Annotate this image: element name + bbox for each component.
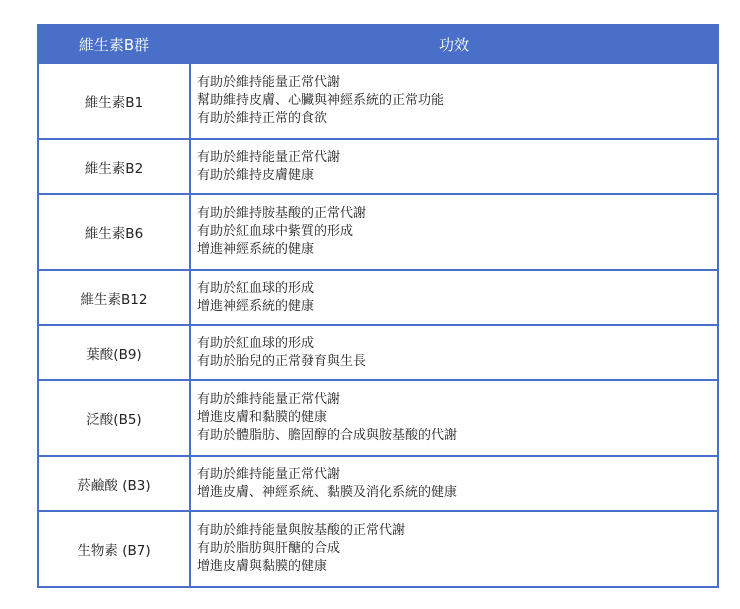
- vitamin-b-table: [37, 24, 719, 588]
- table-row: [38, 380, 718, 456]
- effect-line: 有助於體脂肪、膽固醇的合成與胺基酸的代謝: [197, 428, 458, 443]
- effect-line: 增進皮膚、神經系統、黏膜及消化系統的健康: [197, 484, 458, 500]
- table-row: [38, 511, 718, 587]
- effect-line: 有助於維持能量正常代謝: [197, 466, 341, 482]
- table-row: [38, 139, 718, 194]
- effect-line: 增進神經系統的健康: [197, 242, 315, 257]
- vitamin-name: 維生素B6: [38, 194, 190, 270]
- header-vitamin-b-complex: 維生素B群: [38, 25, 190, 63]
- effect-line: 增進皮膚和黏膜的健康: [197, 410, 328, 425]
- vitamin-name: 生物素 (B7): [38, 511, 190, 587]
- vitamin-name: 菸鹼酸 (B3): [38, 456, 190, 511]
- effects-cell: [190, 63, 718, 139]
- table-row: [38, 63, 718, 139]
- effect-line: 有助於維持皮膚健康: [197, 167, 315, 183]
- effect-line: 有助於胎兒的正常發育與生長: [197, 353, 367, 369]
- vitamin-name: 泛酸(B5): [38, 380, 190, 456]
- vitamin-name: 維生素B2: [38, 139, 190, 194]
- effects-cell: [190, 325, 718, 380]
- effect-line: 增進皮膚與黏膜的健康: [197, 559, 328, 574]
- effects-cell: [190, 456, 718, 511]
- effects-cell: [190, 139, 718, 194]
- effect-line: 有助於紅血球的形成: [197, 335, 315, 351]
- effect-line: 有助於維持正常的食欲: [197, 111, 328, 126]
- effect-line: 有助於維持能量正常代謝: [197, 149, 341, 165]
- vitamin-name: 葉酸(B9): [38, 325, 190, 380]
- effect-line: 有助於維持能量正常代謝: [197, 75, 341, 90]
- vitamin-name: 維生素B12: [38, 270, 190, 325]
- effect-line: 有助於紅血球的形成: [197, 280, 315, 296]
- table-row: [38, 270, 718, 325]
- effects-cell: [190, 380, 718, 456]
- table-row: [38, 325, 718, 380]
- table-row: [38, 456, 718, 511]
- effects-cell: [190, 194, 718, 270]
- effects-cell: [190, 270, 718, 325]
- effect-line: 有助於紅血球中紫質的形成: [197, 224, 354, 239]
- table-header-row: [38, 25, 718, 63]
- effect-line: 增進神經系統的健康: [197, 298, 315, 314]
- vitamin-name: 維生素B1: [38, 63, 190, 139]
- effect-line: 幫助維持皮膚、心臟與神經系統的正常功能: [197, 93, 445, 108]
- effect-line: 有助於維持能量與胺基酸的正常代謝: [197, 523, 406, 538]
- header-effects: 功效: [190, 25, 718, 63]
- effect-line: 有助於維持能量正常代謝: [197, 392, 341, 407]
- table-row: [38, 194, 718, 270]
- effect-line: 有助於維持胺基酸的正常代謝: [197, 206, 367, 221]
- effects-cell: [190, 511, 718, 587]
- effect-line: 有助於脂肪與肝醣的合成: [197, 541, 341, 556]
